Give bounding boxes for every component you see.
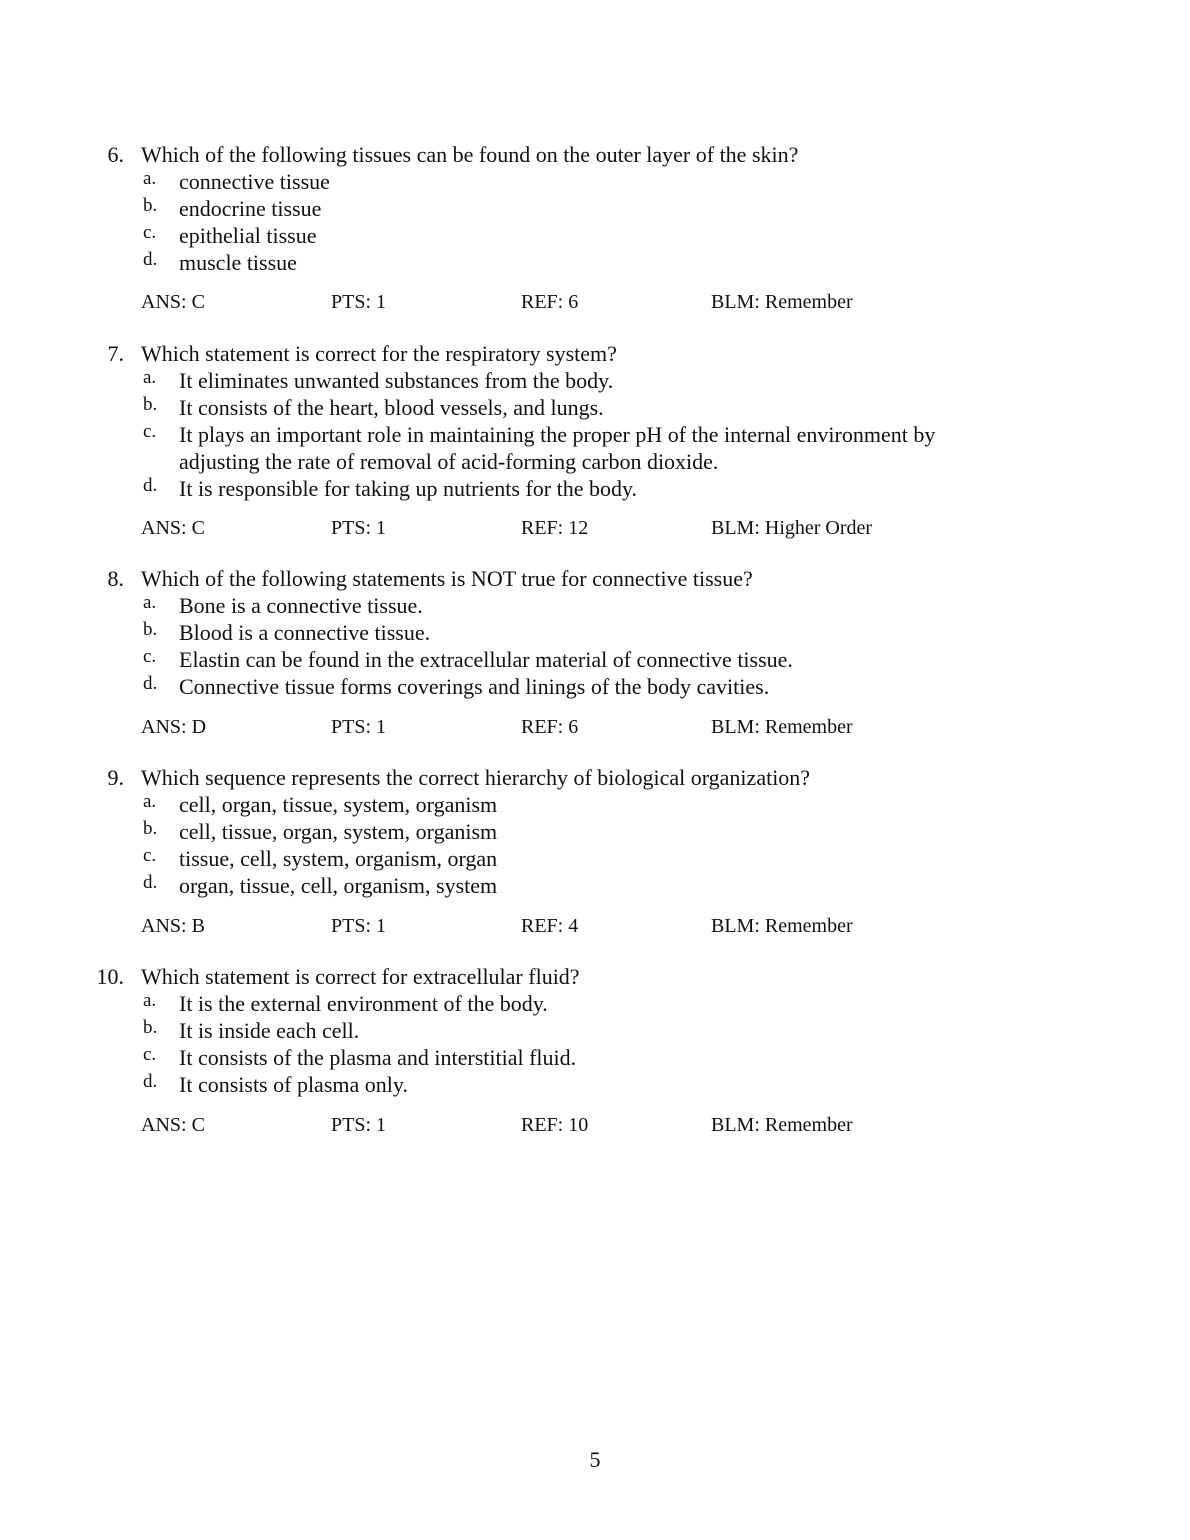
options-list bbox=[0, 791, 1190, 899]
points: PTS: 1 bbox=[331, 915, 387, 937]
options-list bbox=[0, 592, 1190, 700]
option-c bbox=[0, 845, 1190, 872]
option-b bbox=[0, 394, 1190, 421]
answer-key: ANS: C bbox=[141, 517, 205, 539]
options-list bbox=[0, 168, 1190, 276]
option-d bbox=[0, 1071, 1190, 1098]
option-letter: b. bbox=[143, 1017, 158, 1038]
option-letter: c. bbox=[143, 1044, 157, 1065]
option-text: It consists of the heart, blood vessels, and lungs. bbox=[179, 395, 604, 420]
blooms-level: BLM: Remember bbox=[711, 1114, 853, 1136]
option-letter: a. bbox=[143, 168, 157, 189]
option-d bbox=[0, 872, 1190, 899]
option-text: epithelial tissue bbox=[179, 223, 317, 248]
reference: REF: 10 bbox=[521, 1114, 589, 1136]
answer-metadata-10 bbox=[0, 1113, 1190, 1137]
option-b bbox=[0, 818, 1190, 845]
option-text: Elastin can be found in the extracellular material of connective tissue. bbox=[179, 647, 793, 672]
option-letter: c. bbox=[143, 421, 157, 442]
option-letter: d. bbox=[143, 673, 158, 694]
blooms-level: BLM: Remember bbox=[711, 915, 853, 937]
option-letter: a. bbox=[143, 791, 157, 812]
option-text: cell, organ, tissue, system, organism bbox=[179, 792, 498, 817]
question-number: 7. bbox=[107, 341, 124, 366]
option-letter: d. bbox=[143, 872, 158, 893]
option-a bbox=[0, 791, 1190, 818]
option-letter: a. bbox=[143, 367, 157, 388]
points: PTS: 1 bbox=[331, 716, 387, 738]
option-text: Bone is a connective tissue. bbox=[179, 593, 423, 618]
option-letter: a. bbox=[143, 592, 157, 613]
options-list bbox=[0, 367, 1190, 502]
answer-metadata-9 bbox=[0, 914, 1190, 938]
answer-metadata-7 bbox=[0, 516, 1190, 540]
option-text: organ, tissue, cell, organism, system bbox=[179, 873, 498, 898]
points: PTS: 1 bbox=[331, 291, 387, 313]
option-letter: b. bbox=[143, 818, 158, 839]
option-a bbox=[0, 367, 1190, 394]
option-letter: c. bbox=[143, 845, 157, 866]
option-text: It is the external environment of the body. bbox=[179, 991, 548, 1016]
points: PTS: 1 bbox=[331, 517, 387, 539]
answer-metadata-8 bbox=[0, 715, 1190, 739]
option-letter: d. bbox=[143, 249, 158, 270]
reference: REF: 12 bbox=[521, 517, 589, 539]
option-text: connective tissue bbox=[179, 169, 330, 194]
option-c bbox=[0, 1044, 1190, 1071]
question-number: 8. bbox=[107, 566, 124, 591]
answer-key: ANS: C bbox=[141, 1114, 205, 1136]
question-text: Which of the following statements is NOT true for connective tissue? bbox=[141, 566, 753, 591]
option-c bbox=[0, 646, 1190, 673]
question-text: Which statement is correct for extracellular fluid? bbox=[141, 964, 580, 989]
option-text: It is inside each cell. bbox=[179, 1018, 360, 1043]
option-letter: d. bbox=[143, 1071, 158, 1092]
option-letter: a. bbox=[143, 990, 157, 1011]
option-d bbox=[0, 475, 1190, 502]
option-text: It consists of plasma only. bbox=[179, 1072, 408, 1097]
option-b bbox=[0, 195, 1190, 222]
option-letter: c. bbox=[143, 222, 157, 243]
option-text: cell, tissue, organ, system, organism bbox=[179, 819, 498, 844]
option-b bbox=[0, 619, 1190, 646]
option-text: Blood is a connective tissue. bbox=[179, 620, 431, 645]
option-text: Connective tissue forms coverings and linings of the body cavities. bbox=[179, 674, 770, 699]
question-number: 6. bbox=[107, 142, 124, 167]
option-b bbox=[0, 1017, 1190, 1044]
option-c bbox=[0, 421, 1190, 475]
option-d bbox=[0, 673, 1190, 700]
reference: REF: 6 bbox=[521, 716, 579, 738]
reference: REF: 6 bbox=[521, 291, 579, 313]
blooms-level: BLM: Higher Order bbox=[711, 517, 873, 539]
option-c bbox=[0, 222, 1190, 249]
option-d bbox=[0, 249, 1190, 276]
option-text: It consists of the plasma and interstitial fluid. bbox=[179, 1045, 577, 1070]
question-text: Which sequence represents the correct hierarchy of biological organization? bbox=[141, 765, 811, 790]
answer-key: ANS: B bbox=[141, 915, 205, 937]
option-a bbox=[0, 168, 1190, 195]
question-text: Which of the following tissues can be found on the outer layer of the skin? bbox=[141, 142, 799, 167]
blooms-level: BLM: Remember bbox=[711, 291, 853, 313]
option-text: endocrine tissue bbox=[179, 196, 322, 221]
option-text: It plays an important role in maintaining the proper pH of the internal environment by adjusting the rate of removal of acid-forming carbon dioxide. bbox=[179, 422, 936, 474]
option-letter: b. bbox=[143, 619, 158, 640]
option-letter: c. bbox=[143, 646, 157, 667]
question-text: Which statement is correct for the respiratory system? bbox=[141, 341, 617, 366]
blooms-level: BLM: Remember bbox=[711, 716, 853, 738]
option-text: It is responsible for taking up nutrients for the body. bbox=[179, 476, 638, 501]
option-letter: d. bbox=[143, 475, 158, 496]
option-letter: b. bbox=[143, 195, 158, 216]
page-number: 5 bbox=[589, 1447, 601, 1472]
option-a bbox=[0, 990, 1190, 1017]
option-text: It eliminates unwanted substances from the body. bbox=[179, 368, 614, 393]
option-a bbox=[0, 592, 1190, 619]
option-letter: b. bbox=[143, 394, 158, 415]
answer-key: ANS: D bbox=[141, 716, 207, 738]
answer-metadata-6 bbox=[0, 290, 1190, 314]
options-list bbox=[0, 990, 1190, 1098]
option-text: tissue, cell, system, organism, organ bbox=[179, 846, 498, 871]
question-number: 9. bbox=[107, 765, 124, 790]
points: PTS: 1 bbox=[331, 1114, 387, 1136]
answer-key: ANS: C bbox=[141, 291, 205, 313]
reference: REF: 4 bbox=[521, 915, 579, 937]
option-text: muscle tissue bbox=[179, 250, 297, 275]
question-number: 10. bbox=[96, 964, 124, 989]
